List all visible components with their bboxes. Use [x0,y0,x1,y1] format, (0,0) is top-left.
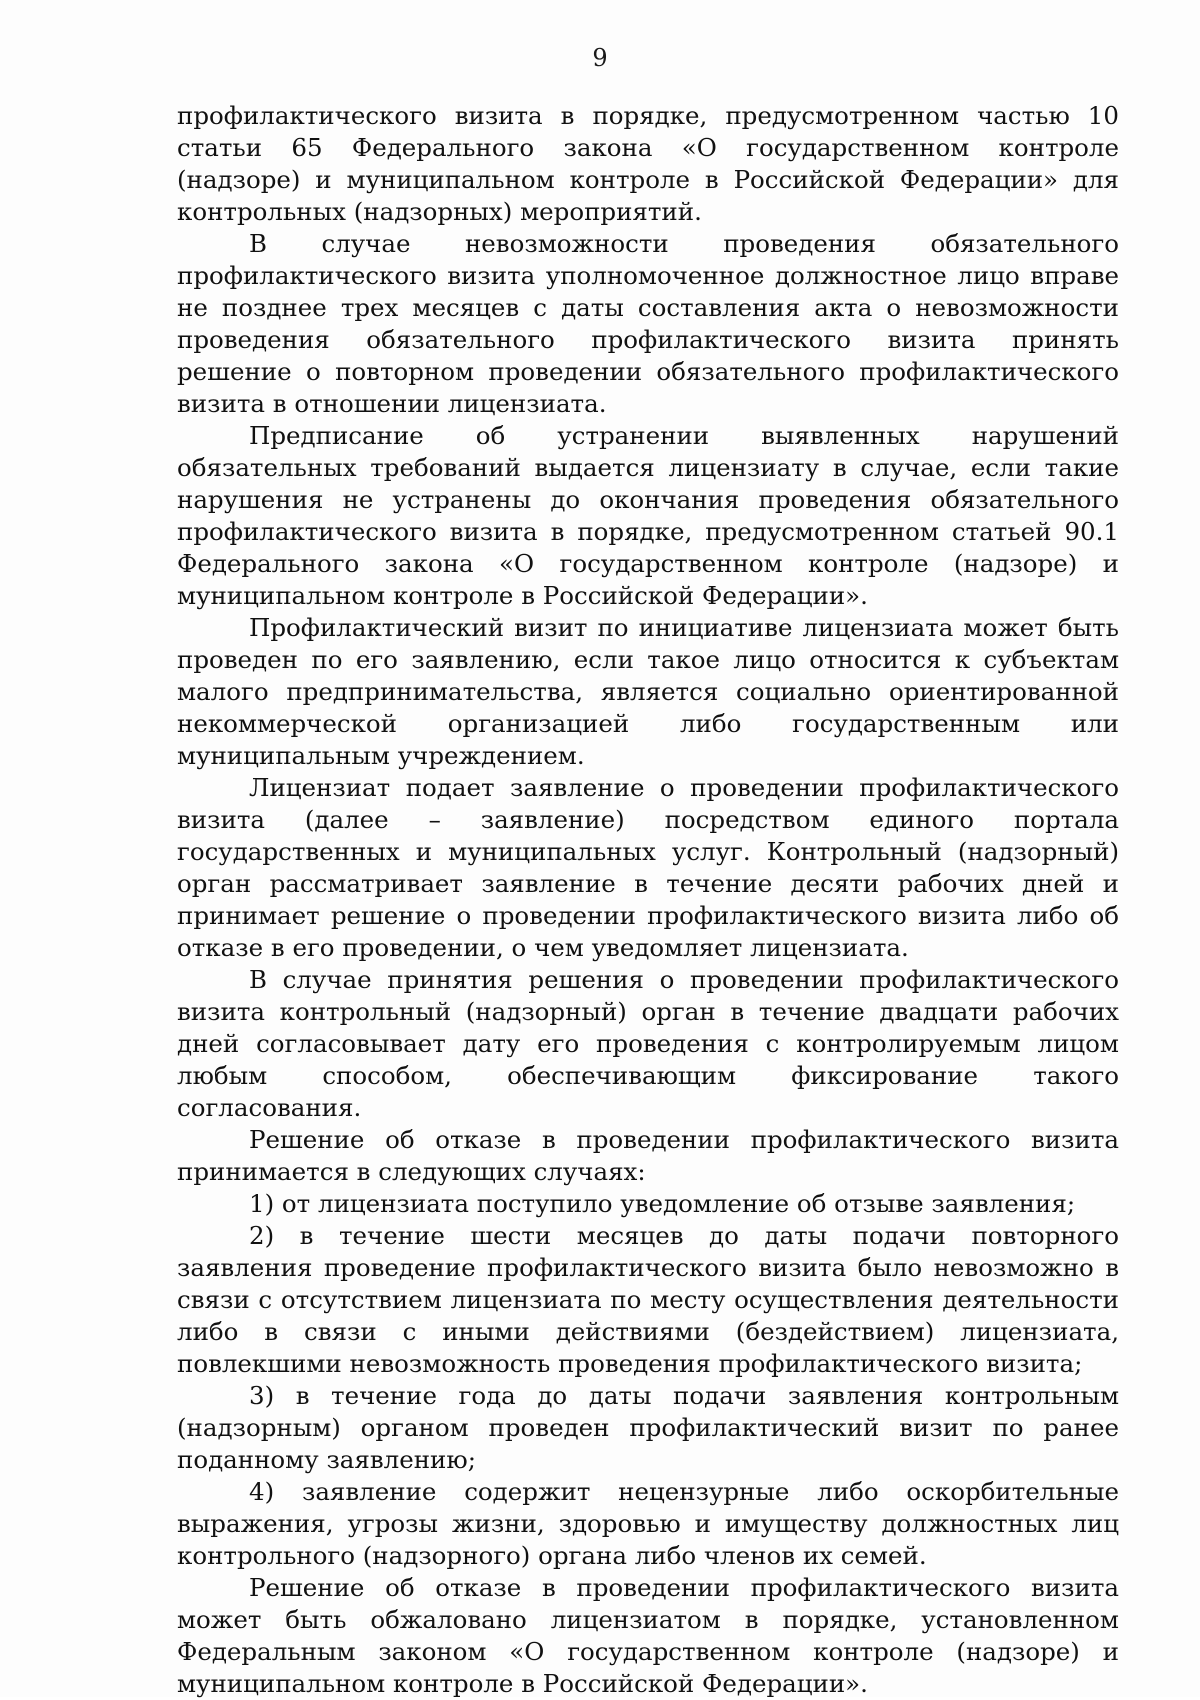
page-number: 9 [592,44,608,72]
paragraph-date-agreement: В случае принятия решения о проведении профилактического визита контрольный (надзорный) орган в течение двадцати рабочих дней согласовывает дату его проведения с контролируемым лицом любым способом, обеспечивающим фиксирование такого согласования. [177,965,1119,1122]
paragraph-prescription: Предписание об устранении выявленных нарушений обязательных требований выдается лицензиату в случае, если такие нарушения не устранены до окончания проведения обязательного профилактического визита в порядке, предусмотренном статьей 90.1 Федерального закона «О государственном контроле (надзоре) и муниципальном контроле в Российской Федерации». [177,421,1119,610]
paragraph-continuation: профилактического визита в порядке, предусмотренном частью 10 статьи 65 Федерального закона «О государственном контроле (надзоре) и муниципальном контроле в Российской Федерации» для контрольных (надзорных) мероприятий. [177,101,1119,226]
paragraph-refusal-cases: Решение об отказе в проведении профилактического визита принимается в следующих случаях: [177,1125,1119,1186]
list-item-3: 3) в течение года до даты подачи заявления контрольным (надзорным) органом проведен профилактический визит по ранее поданному заявлению; [177,1381,1119,1474]
list-item-2: 2) в течение шести месяцев до даты подачи повторного заявления проведение профилактического визита было невозможно в связи с отсутствием лицензиата по месту осуществления деятельности либо в связи с иными действиями (бездействием) лицензиата, повлекшими невозможность проведения профилактического визита; [177,1221,1119,1378]
paragraph-appeal: Решение об отказе в проведении профилактического визита может быть обжаловано лицензиатом в порядке, установленном Федеральным законом «О государственном контроле (надзоре) и муниципальном контроле в Российской Федерации». [177,1573,1119,1698]
list-item-1: 1) от лицензиата поступило уведомление об отзыве заявления; [249,1189,1076,1218]
paragraph-initiative-visit: Профилактический визит по инициативе лицензиата может быть проведен по его заявлению, если такое лицо относится к субъектам малого предпринимательства, является социально ориентированной некоммерческой организацией либо государственным или муниципальным учреждением. [177,613,1119,770]
paragraph-repeat-visit: В случае невозможности проведения обязательного профилактического визита уполномоченное должностное лицо вправе не позднее трех месяцев с даты составления акта о невозможности проведения обязательного профилактического визита принять решение о повторном проведении обязательного профилактического визита в отношении лицензиата. [177,229,1119,418]
document-body [177,100,1119,1700]
list-item-4: 4) заявление содержит нецензурные либо оскорбительные выражения, угрозы жизни, здоровью и имуществу должностных лиц контрольного (надзорного) органа либо членов их семей. [177,1477,1119,1570]
paragraph-application: Лицензиат подает заявление о проведении профилактического визита (далее – заявление) посредством единого портала государственных и муниципальных услуг. Контрольный (надзорный) орган рассматривает заявление в течение десяти рабочих дней и принимает решение о проведении профилактического визита либо об отказе в его проведении, о чем уведомляет лицензиата. [177,773,1119,962]
